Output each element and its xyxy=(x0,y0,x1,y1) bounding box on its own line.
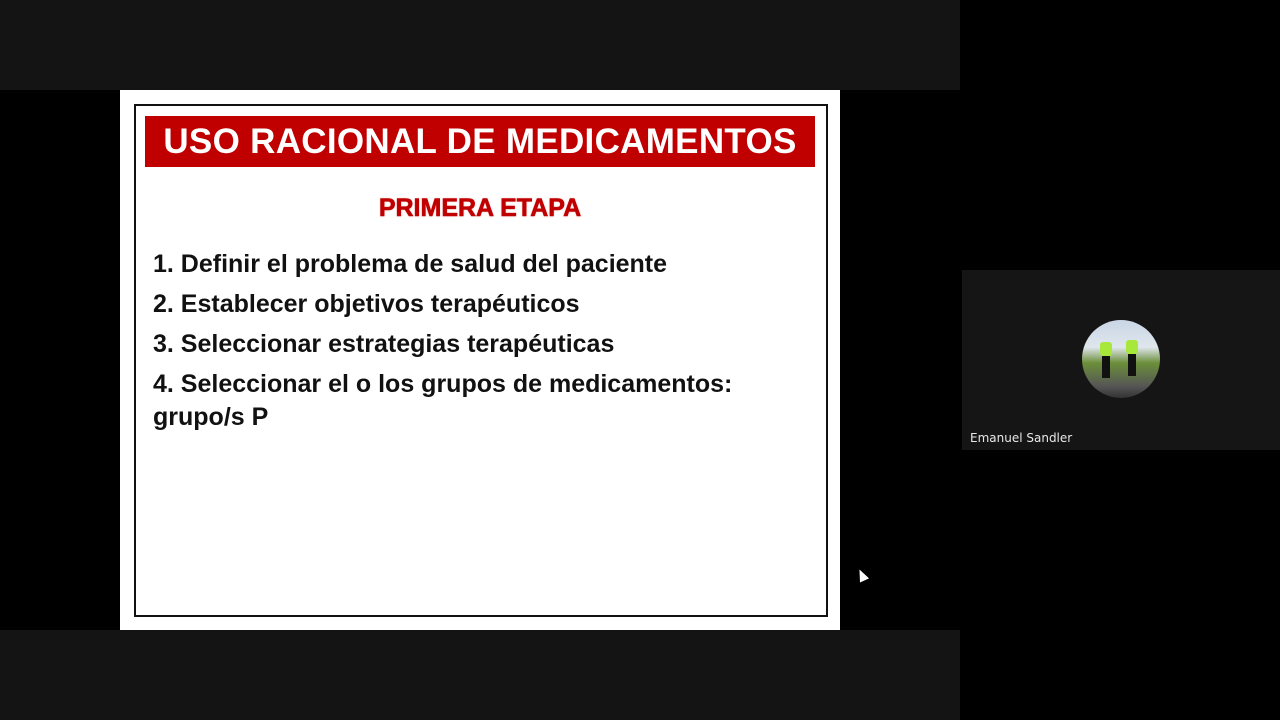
slide-subtitle: PRIMERA ETAPA xyxy=(378,194,582,222)
letterbox-top xyxy=(0,0,960,90)
list-item: 1. Definir el problema de salud del paciente xyxy=(153,250,668,278)
list-item: 3. Seleccionar estrategias terapéuticas xyxy=(153,330,615,358)
avatar xyxy=(1082,320,1160,398)
list-item-continuation: grupo/s P xyxy=(153,403,269,431)
participant-name: Emanuel Sandler xyxy=(970,431,1073,445)
avatar-figure xyxy=(1126,340,1138,354)
list-item: 2. Establecer objetivos terapéuticos xyxy=(153,290,580,318)
avatar-figure xyxy=(1128,354,1136,376)
participant-tile[interactable] xyxy=(962,270,1280,450)
list-item: 4. Seleccionar el o los grupos de medicamentos: xyxy=(153,370,733,398)
avatar-figure xyxy=(1102,356,1110,378)
avatar-figure xyxy=(1100,342,1112,356)
slide-title: USO RACIONAL DE MEDICAMENTOS xyxy=(145,116,815,167)
letterbox-bottom xyxy=(0,630,960,720)
presentation-slide xyxy=(120,90,840,630)
slide-list xyxy=(153,248,823,441)
mouse-cursor-icon xyxy=(855,567,869,582)
